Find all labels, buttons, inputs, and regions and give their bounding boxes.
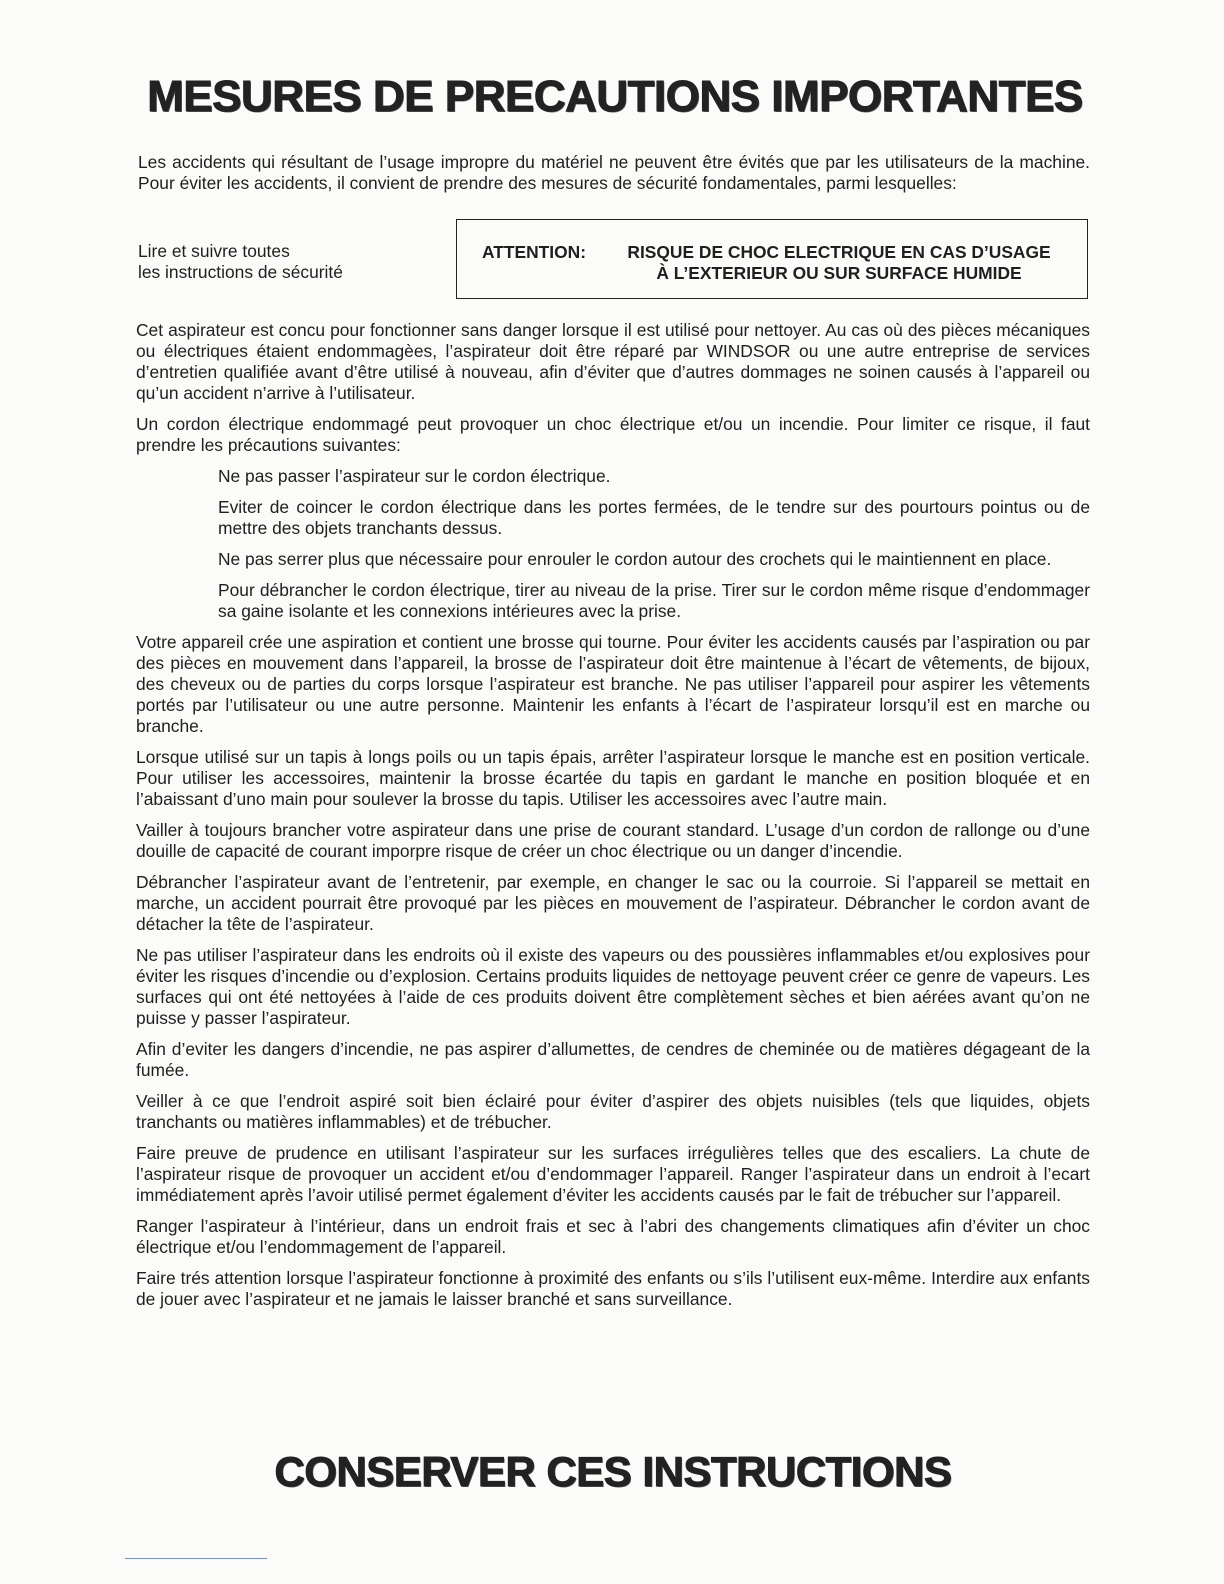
- footnote-divider: [125, 1558, 267, 1559]
- attention-warning-text: [604, 242, 1074, 284]
- attention-label: ATTENTION:: [482, 242, 587, 262]
- paragraph: Un cordon électrique endommagé peut provoquer un choc électrique et/ou un incendie. Pour limiter ce risque, il faut prendre les précautions suivantes:: [136, 414, 1090, 455]
- page-title: MESURES DE PRECAUTIONS IMPORTANTES: [147, 72, 1083, 121]
- footer-title: CONSERVER CES INSTRUCTIONS: [274, 1448, 952, 1495]
- paragraph: Ranger l’aspirateur à l’intérieur, dans un endroit frais et sec à l’abri des changements climatiques afin d’éviter un choc électrique et/ou l’endommagement de l’appareil.: [136, 1216, 1090, 1257]
- read-instructions-note: [138, 241, 438, 283]
- intro-paragraph: Les accidents qui résultant de l’usage impropre du matériel ne peuvent être évités que par les utilisateurs de la machine. Pour éviter les accidents, il convient de prendre des mesures de sécurité fondamentales, parmi lesquelles:: [138, 152, 1090, 193]
- attention-warning-box: [456, 219, 1088, 299]
- cord-precaution-item: Ne pas serrer plus que nécessaire pour enrouler le cordon autour des crochets qui le maintiennent en place.: [218, 549, 1052, 569]
- paragraph: Cet aspirateur est concu pour fonctionner sans danger lorsque il est utilisé pour nettoyer. Au cas où des pièces mécaniques ou électriques étaient endommagèes, l’aspirateur doit être réparé par WINDSOR ou une autre entreprise de services d’entretien qualifiée avant d’être utilisé à nouveau, afin d’éviter que d’autres dommages ne soinen causés à l’appareil ou qu’un accident n’arrive à l’utilisateur.: [136, 320, 1090, 403]
- paragraph: Débrancher l’aspirateur avant de l’entretenir, par exemple, en changer le sac ou la courroie. Si l’appareil se mettait en marche, un accident pourrait être provoqué par les pièces en mouvement de l’aspirateur. Débrancher le cordon avant de détacher la tête de l’aspirateur.: [136, 872, 1090, 934]
- paragraph: Votre appareil crée une aspiration et contient une brosse qui tourne. Pour éviter les accidents causés par l’aspiration ou par des pièces en mouvement dans l’appareil, la brosse de l’aspirateur doit être maintenue à l’écart de vêtements, de bijoux, des cheveux ou de parties du corps lorsque l’aspirateur est branche. Ne pas utiliser l’appareil pour aspirer les vêtements portés par l’utilisateur ou une autre personne. Maintenir les enfants à l’écart de l’aspirateur lorsqu’il est en marche ou branche.: [136, 632, 1090, 736]
- paragraph: Ne pas utiliser l’aspirateur dans les endroits où il existe des vapeurs ou des poussières inflammables et/ou explosives pour éviter les risques d’incendie ou d’explosion. Certains produits liquides de nettoyage peuvent créer ce genre de vapeurs. Les surfaces qui ont été nettoyées à l’aide de ces produits doivent être complètement sèches et bien aérées avant qu’on ne puisse y passer l’aspirateur.: [136, 945, 1090, 1028]
- cord-precaution-item: Pour débrancher le cordon électrique, tirer au niveau de la prise. Tirer sur le cordon même risque d’endommager sa gaine isolante et les connexions intérieures avec la prise.: [218, 580, 1090, 621]
- paragraph: Veiller à ce que l’endroit aspiré soit bien éclairé pour éviter d’aspirer des objets nuisibles (tels que liquides, objets tranchants ou matières inflammables) et de trébucher.: [136, 1091, 1090, 1132]
- safety-instructions-body: [136, 320, 1090, 1320]
- paragraph: Faire trés attention lorsque l’aspirateur fonctionne à proximité des enfants ou s’ils l’utilisent eux-même. Interdire aux enfants de jouer avec l’aspirateur et ne jamais le laisser branché et sans surveillance.: [136, 1268, 1090, 1309]
- cord-precaution-item: Ne pas passer l’aspirateur sur le cordon électrique.: [218, 466, 611, 486]
- read-instructions-line-1: Lire et suivre toutes: [138, 241, 290, 261]
- read-instructions-line-2: les instructions de sécurité: [138, 262, 343, 282]
- cord-precaution-item: Eviter de coincer le cordon électrique dans les portes fermées, de le tendre sur des pourtours pointus ou de mettre des objets tranchants dessus.: [218, 497, 1090, 538]
- paragraph: Lorsque utilisé sur un tapis à longs poils ou un tapis épais, arrêter l’aspirateur lorsque le manche est en position verticale. Pour utiliser les accessoires, maintenir la brosse écartée du tapis en gardant le manche en position bloquée et en l’abaissant d’uno main pour soulever la brosse du tapis. Utiliser les accessoires avec l’autre main.: [136, 747, 1090, 809]
- attention-line-1: RISQUE DE CHOC ELECTRIQUE EN CAS D’USAGE: [627, 242, 1051, 262]
- paragraph: Faire preuve de prudence en utilisant l’aspirateur sur les surfaces irrégulières telles que des escaliers. La chute de l’aspirateur risque de provoquer un accident et/ou d’endommager l’appareil. Ranger l’aspirateur dans un endroit à l’ecart immédiatement après l’avoir utilisé permet également d’éviter les accidents causés par le fait de trébucher sur l’appareil.: [136, 1143, 1090, 1205]
- paragraph: Afin d’eviter les dangers d’incendie, ne pas aspirer d’allumettes, de cendres de cheminée ou de matières dégageant de la fumée.: [136, 1039, 1090, 1080]
- paragraph: Vailler à toujours brancher votre aspirateur dans une prise de courant standard. L’usage d’un cordon de rallonge ou d’une douille de capacité de courant imporpre risque de créer un choc électrique ou un danger d’incendie.: [136, 820, 1090, 861]
- attention-line-2: À L’EXTERIEUR OU SUR SURFACE HUMIDE: [656, 263, 1022, 283]
